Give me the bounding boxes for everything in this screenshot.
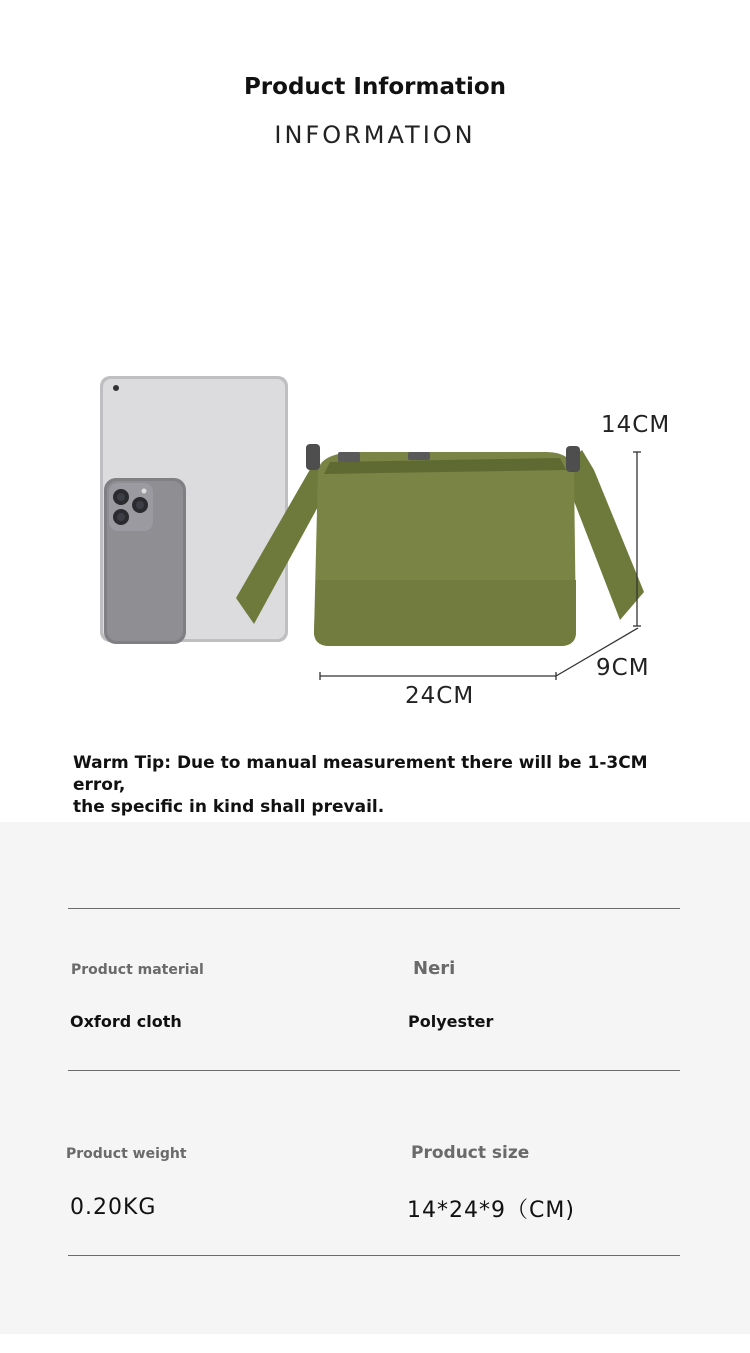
divider <box>68 1255 680 1256</box>
bag-image <box>306 444 580 646</box>
weight-value: 0.20KG <box>70 1195 157 1220</box>
height-dimension-label: 14CM <box>601 412 671 438</box>
bottom-margin <box>0 1334 750 1353</box>
size-label: Product size <box>411 1143 530 1163</box>
material-value: Oxford cloth <box>70 1012 182 1031</box>
warm-tip-line-1: Warm Tip: Due to manual measurement there will be 1-3CM error, <box>73 753 648 795</box>
material-label: Product material <box>71 962 204 978</box>
size-value: 14*24*9（CM) <box>407 1198 575 1223</box>
lining-value: Polyester <box>408 1012 494 1031</box>
weight-label: Product weight <box>66 1146 187 1162</box>
bag-strap-right <box>572 450 644 620</box>
page-title: Product Information <box>243 74 507 100</box>
page-subtitle: INFORMATION <box>274 121 476 149</box>
depth-dimension-label: 9CM <box>596 655 650 681</box>
lining-label: Neri <box>413 958 456 979</box>
warm-tip-line-2: the specific in kind shall prevail. <box>73 797 385 817</box>
phone-image <box>104 478 186 644</box>
divider <box>68 908 680 909</box>
specs-section <box>0 822 750 1334</box>
warm-tip <box>73 752 673 818</box>
width-dimension-label: 24CM <box>405 683 475 709</box>
divider <box>68 1070 680 1071</box>
